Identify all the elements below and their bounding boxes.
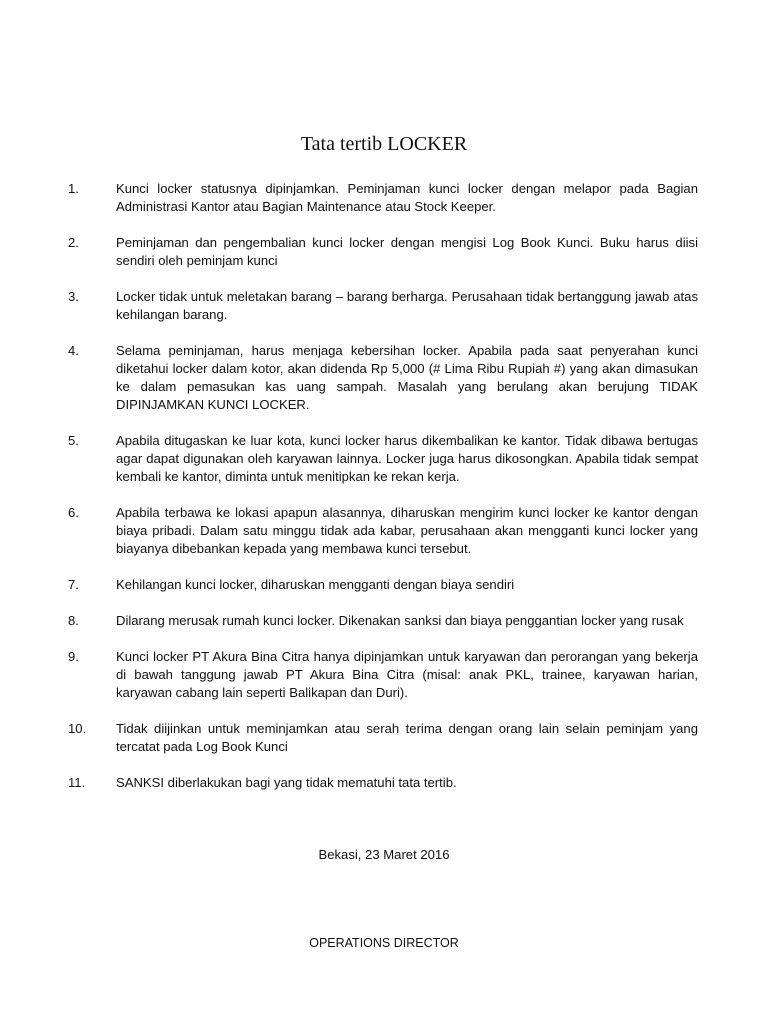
rule-item-4 — [68, 342, 698, 414]
rule-text: Dilarang merusak rumah kunci locker. Dikenakan sanksi dan biaya penggantian locker yang rusak — [116, 613, 684, 628]
rule-text: Selama peminjaman, harus menjaga kebersihan locker. Apabila pada saat penyerahan kunci diketahui locker dalam kotor, akan didenda Rp 5,000 (# Lima Ribu Rupiah #) yang akan dimasukan ke dalam pemasukan kas uang sampah. Masalah yang berulang akan berujung TIDAK DIPINJAMKAN KUNCI LOCKER. — [116, 343, 698, 412]
rule-number: 6. — [68, 505, 79, 520]
rule-text: Tidak diijinkan untuk meminjamkan atau serah terima dengan orang lain selain peminjam yang tercatat pada Log Book Kunci — [116, 721, 698, 754]
rules-list — [68, 180, 698, 810]
rule-number: 11. — [68, 775, 86, 790]
rule-number: 5. — [68, 433, 79, 448]
rule-number: 7. — [68, 577, 79, 592]
rule-item-10 — [68, 720, 698, 756]
rule-item-8 — [68, 612, 698, 630]
rule-number: 10. — [68, 721, 87, 736]
signatory-title: OPERATIONS DIRECTOR — [309, 936, 459, 950]
rule-number: 1. — [68, 181, 79, 196]
rule-item-6 — [68, 504, 698, 558]
rule-item-11 — [68, 774, 698, 792]
rule-item-9 — [68, 648, 698, 702]
rule-text: Locker tidak untuk meletakan barang – barang berharga. Perusahaan tidak bertanggung jawab atas kehilangan barang. — [116, 289, 698, 322]
rule-text: Kehilangan kunci locker, diharuskan mengganti dengan biaya sendiri — [116, 577, 515, 592]
rule-number: 2. — [68, 235, 79, 250]
rule-text: Peminjaman dan pengembalian kunci locker dengan mengisi Log Book Kunci. Buku harus diisi sendiri oleh peminjam kunci — [116, 235, 698, 268]
rule-text: SANKSI diberlakukan bagi yang tidak mematuhi tata tertib. — [116, 775, 457, 790]
rule-text: Apabila ditugaskan ke luar kota, kunci locker harus dikembalikan ke kantor. Tidak dibawa bertugas agar dapat digunakan oleh karyawan lainnya. Locker juga harus dikosongkan. Apabila tidak sempat kembali ke kantor, diminta untuk menitipkan ke rekan kerja. — [116, 433, 698, 484]
rule-number: 3. — [68, 289, 79, 304]
rule-item-3 — [68, 288, 698, 324]
rule-item-5 — [68, 432, 698, 486]
rule-number: 8. — [68, 613, 79, 628]
rule-number: 4. — [68, 343, 79, 358]
document-title: Tata tertib LOCKER — [300, 133, 468, 155]
rule-number: 9. — [68, 649, 79, 664]
rule-item-2 — [68, 234, 698, 270]
place-date: Bekasi, 23 Maret 2016 — [318, 847, 450, 862]
rule-item-7 — [68, 576, 698, 594]
rule-item-1 — [68, 180, 698, 216]
rule-text: Kunci locker PT Akura Bina Citra hanya dipinjamkan untuk karyawan dan perorangan yang bekerja di bawah tanggung jawab PT Akura Bina Citra (misal: anak PKL, trainee, karyawan harian, karyawan cabang lain seperti Balikapan dan Duri). — [116, 649, 698, 700]
rule-text: Apabila terbawa ke lokasi apapun alasannya, diharuskan mengirim kunci locker ke kantor dengan biaya pribadi. Dalam satu minggu tidak ada kabar, perusahaan akan mengganti kunci locker yang biayanya dibebankan kepada yang membawa kunci tersebut. — [116, 505, 698, 556]
rule-text: Kunci locker statusnya dipinjamkan. Peminjaman kunci locker dengan melapor pada Bagian Administrasi Kantor atau Bagian Maintenance atau Stock Keeper. — [116, 181, 698, 214]
